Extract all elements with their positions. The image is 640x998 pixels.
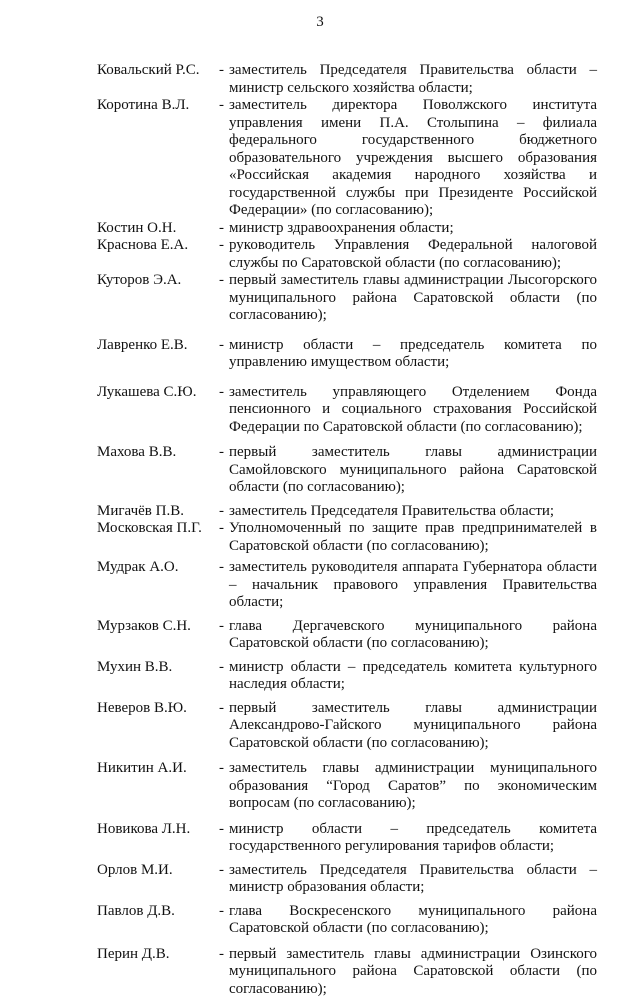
member-position: заместитель управляющего Отделением Фонда пенсионного и социального страхования Российской Федерации по Саратовской области (по согласованию); [229, 384, 597, 437]
member-position: заместитель Председателя Правительства области – министр сельского хозяйства области; [229, 62, 597, 97]
list-item [97, 503, 597, 521]
dash-separator: - [219, 337, 229, 372]
dash-separator: - [219, 821, 229, 856]
dash-separator: - [219, 700, 229, 753]
list-item [97, 444, 597, 497]
dash-separator: - [219, 946, 229, 998]
list-item [97, 946, 597, 998]
list-item [97, 903, 597, 938]
dash-separator: - [219, 237, 229, 272]
dash-separator: - [219, 503, 229, 521]
dash-separator: - [219, 559, 229, 612]
dash-separator: - [219, 903, 229, 938]
dash-separator: - [219, 659, 229, 694]
dash-separator: - [219, 760, 229, 813]
page-number: 3 [0, 14, 640, 31]
dash-separator: - [219, 444, 229, 497]
member-position: министр области – председатель комитета по управлению имуществом области; [229, 337, 597, 372]
member-position: руководитель Управления Федеральной налоговой службы по Саратовской области (по согласованию); [229, 237, 597, 272]
member-position: первый заместитель главы администрации Александрово-Гайского муниципального района Саратовской области (по согласованию); [229, 700, 597, 753]
member-name: Перин Д.В. [97, 946, 219, 998]
member-name: Неверов В.Ю. [97, 700, 219, 753]
member-position: заместитель Председателя Правительства области – министр образования области; [229, 862, 597, 897]
list-item [97, 97, 597, 220]
dash-separator: - [219, 384, 229, 437]
member-position: министр области – председатель комитета государственного регулирования тарифов области; [229, 821, 597, 856]
member-position: первый заместитель главы администрации Озинского муниципального района Саратовской области (по согласованию); [229, 946, 597, 998]
list-item [97, 272, 597, 325]
member-position: министр области – председатель комитета культурного наследия области; [229, 659, 597, 694]
member-list [97, 62, 597, 998]
member-name: Мухин В.В. [97, 659, 219, 694]
dash-separator: - [219, 62, 229, 97]
dash-separator: - [219, 520, 229, 555]
member-name: Орлов М.И. [97, 862, 219, 897]
dash-separator: - [219, 97, 229, 220]
member-position: министр здравоохранения области; [229, 220, 597, 238]
member-position: Уполномоченный по защите прав предпринимателей в Саратовской области (по согласованию); [229, 520, 597, 555]
member-position: глава Дергачевского муниципального района Саратовской области (по согласованию); [229, 618, 597, 653]
member-position: глава Воскресенского муниципального района Саратовской области (по согласованию); [229, 903, 597, 938]
member-position: заместитель главы администрации муниципального образования “Город Саратов” по экономическим вопросам (по согласованию); [229, 760, 597, 813]
list-item [97, 760, 597, 813]
list-item [97, 337, 597, 372]
dash-separator: - [219, 862, 229, 897]
list-item [97, 220, 597, 238]
list-item [97, 62, 597, 97]
list-item [97, 862, 597, 897]
member-name: Костин О.Н. [97, 220, 219, 238]
member-name: Новикова Л.Н. [97, 821, 219, 856]
member-position: заместитель Председателя Правительства области; [229, 503, 597, 521]
list-item [97, 384, 597, 437]
member-position: первый заместитель главы администрации Лысогорского муниципального района Саратовской области (по согласованию); [229, 272, 597, 325]
member-position: первый заместитель главы администрации Самойловского муниципального района Саратовской области (по согласованию); [229, 444, 597, 497]
list-item [97, 237, 597, 272]
list-item [97, 618, 597, 653]
member-name: Лукашева С.Ю. [97, 384, 219, 437]
member-name: Лавренко Е.В. [97, 337, 219, 372]
member-name: Мигачёв П.В. [97, 503, 219, 521]
member-name: Махова В.В. [97, 444, 219, 497]
list-item [97, 659, 597, 694]
member-name: Никитин А.И. [97, 760, 219, 813]
list-item [97, 559, 597, 612]
member-name: Мурзаков С.Н. [97, 618, 219, 653]
list-item [97, 520, 597, 555]
list-item [97, 700, 597, 753]
member-name: Коротина В.Л. [97, 97, 219, 220]
member-name: Московская П.Г. [97, 520, 219, 555]
member-name: Павлов Д.В. [97, 903, 219, 938]
member-position: заместитель директора Поволжского института управления имени П.А. Столыпина – филиала федерального государственного бюджетного образовательного учреждения высшего образования «Российская академия народного хозяйства и государственной службы при Президенте Российской Федерации» (по согласованию); [229, 97, 597, 220]
member-name: Мудрак А.О. [97, 559, 219, 612]
member-position: заместитель руководителя аппарата Губернатора области – начальник правового управления Правительства области; [229, 559, 597, 612]
member-name: Куторов Э.А. [97, 272, 219, 325]
dash-separator: - [219, 220, 229, 238]
member-name: Ковальский Р.С. [97, 62, 219, 97]
dash-separator: - [219, 618, 229, 653]
dash-separator: - [219, 272, 229, 325]
list-item [97, 821, 597, 856]
member-name: Краснова Е.А. [97, 237, 219, 272]
